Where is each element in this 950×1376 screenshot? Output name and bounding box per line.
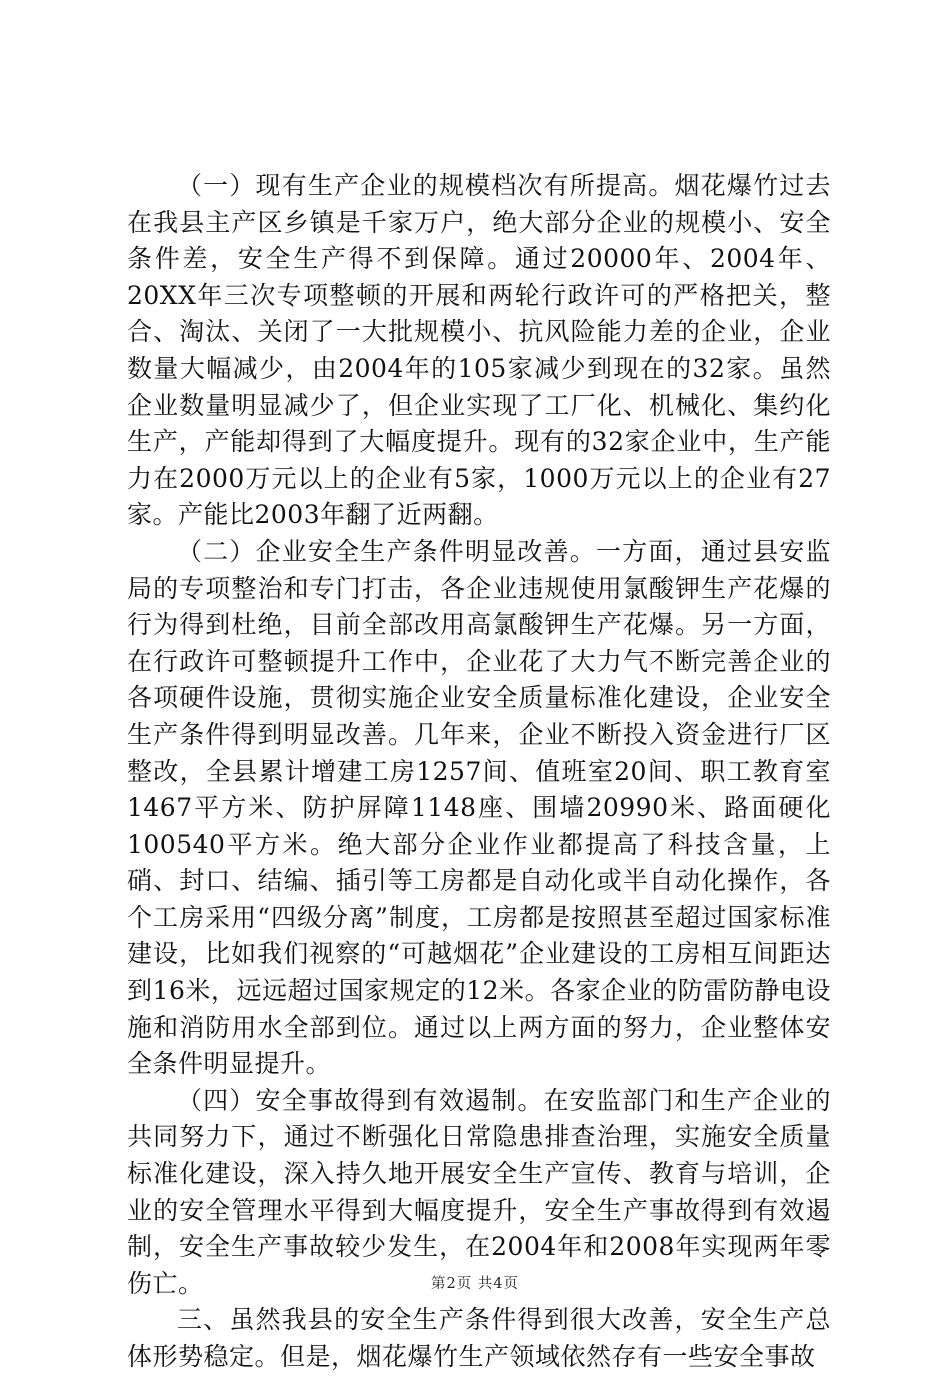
document-body [127, 168, 831, 1376]
page-footer: 第2页 共4页 [430, 1276, 520, 1292]
paragraph-accident-control: （四）安全事故得到有效遏制。在安监部门和生产企业的共同努力下，通过不断强化日常隐患排查治理，实施安全质量标准化建设，深入持久地开展安全生产宣传、教育与培训，企业的安全管理水平得到大幅度提升，安全生产事故得到有效遏制，安全生产事故较少发生，在2004年和2008年实现两年零伤亡。 [127, 1085, 831, 1298]
paragraph-safety-conditions: （二）企业安全生产条件明显改善。一方面，通过县安监局的专项整治和专门打击，各企业违规使用氯酸钾生产花爆的行为得到杜绝，目前全部改用高氯酸钾生产花爆。另一方面，在行政许可整顿提升工作中，企业花了大力气不断完善企业的各项硬件设施，贯彻实施企业安全质量标准化建设，企业安全生产条件得到明显改善。几年来，企业不断投入资金进行厂区整改，全县累计增建工房1257间、值班室20间、职工教育室1467平方米、防护屏障1148座、围墙20990米、路面硬化100540平方米。绝大部分企业作业都提高了科技含量，上硝、封口、结编、插引等工房都是自动化或半自动化操作，各个工房采用“四级分离”制度，工房都是按照甚至超过国家标准建设，比如我们视察的“可越烟花”企业建设的工房相互间距达到16米，远远超过国家规定的12米。各家企业的防雷防静电设施和消防用水全部到位。通过以上两方面的努力，企业整体安全条件明显提升。 [127, 536, 831, 1079]
paragraph-scale-improvement: （一）现有生产企业的规模档次有所提高。烟花爆竹过去在我县主产区乡镇是千家万户，绝大部分企业的规模小、安全条件差，安全生产得不到保障。通过20000年、2004年、20XX年三次专项整顿的开展和两轮行政许可的严格把关，整合、淘汰、关闭了一大批规模小、抗风险能力差的企业，企业数量大幅减少，由2004年的105家减少到现在的32家。虽然企业数量明显减少了，但企业实现了工厂化、机械化、集约化生产，产能却得到了大幅度提升。现有的32家企业中，生产能力在2000万元以上的企业有5家，1000万元以上的企业有27家。产能比2003年翻了近两翻。 [127, 171, 831, 530]
paragraph-remaining-issues: 三、虽然我县的安全生产条件得到很大改善，安全生产总体形势稳定。但是，烟花爆竹生产领域依然存有一些安全事故 [127, 1305, 831, 1371]
